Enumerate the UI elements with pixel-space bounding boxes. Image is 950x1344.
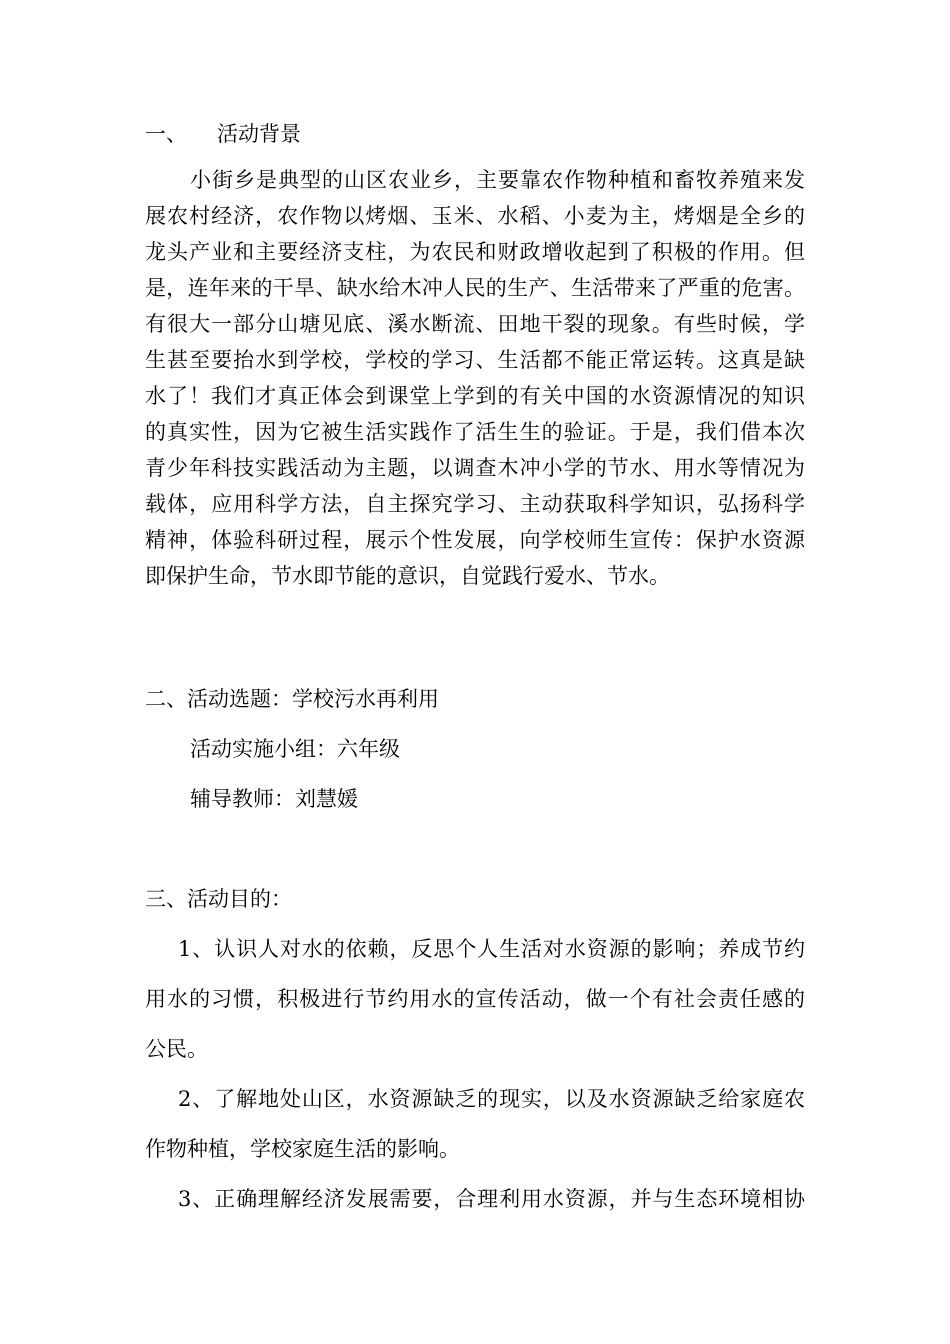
paragraph-line: 即保护生命，节水即节能的意识，自觉践行爱水、节水。 [145,564,670,588]
section-1-heading [145,119,805,149]
paragraph-line: 小街乡是典型的山区农业乡，主要靠农作物种植和畜牧养殖来发 [190,168,805,192]
paragraph-line: 展农村经济，农作物以烤烟、玉米、水稻、小麦为主，烤烟是全乡的 [145,204,805,228]
paragraph-line: 的真实性，因为它被生活实践作了活生生的验证。于是，我们借本次 [145,420,805,444]
objective-line: 用水的习惯，积极进行节约用水的宣传活动，做一个有社会责任感的 [145,987,805,1011]
objective-line: 3、正确理解经济发展需要，合理利用水资源，并与生态环境相协 [178,1187,805,1211]
paragraph-line: 青少年科技实践活动为主题，以调查木冲小学的节水、用水等情况为 [145,456,805,480]
section-2-heading: 二、活动选题：学校污水再利用 [145,687,439,711]
objective-line: 2、了解地处山区，水资源缺乏的现实，以及水资源缺乏给家庭农 [178,1087,805,1111]
paragraph-line: 精神，体验科研过程，展示个性发展，向学校师生宣传：保护水资源 [145,528,805,552]
section-1-number: 一、 [145,122,187,146]
paragraph-line: 龙头产业和主要经济支柱，为农民和财政增收起到了积极的作用。但 [145,240,805,264]
paragraph-line: 有很大一部分山塘见底、溪水断流、田地干裂的现象。有些时候，学 [145,312,805,336]
objective-line: 作物种植，学校家庭生活的影响。 [145,1137,460,1161]
paragraph-line: 生甚至要抬水到学校，学校的学习、生活都不能正常运转。这真是缺 [145,348,805,372]
objective-line: 公民。 [145,1037,208,1061]
section-1-title: 活动背景 [217,122,301,146]
section-3-heading: 三、活动目的： [145,887,292,911]
activity-group: 活动实施小组：六年级 [190,737,400,761]
objective-line: 1、认识人对水的依赖，反思个人生活对水资源的影响；养成节约 [178,937,805,961]
advisor-teacher: 辅导教师：刘慧媛 [190,787,358,811]
paragraph-line: 是，连年来的干旱、缺水给木冲人民的生产、生活带来了严重的危害。 [145,276,805,300]
paragraph-line: 载体，应用科学方法，自主探究学习、主动获取科学知识，弘扬科学 [145,492,805,516]
paragraph-line: 水了！我们才真正体会到课堂上学到的有关中国的水资源情况的知识 [145,384,805,408]
